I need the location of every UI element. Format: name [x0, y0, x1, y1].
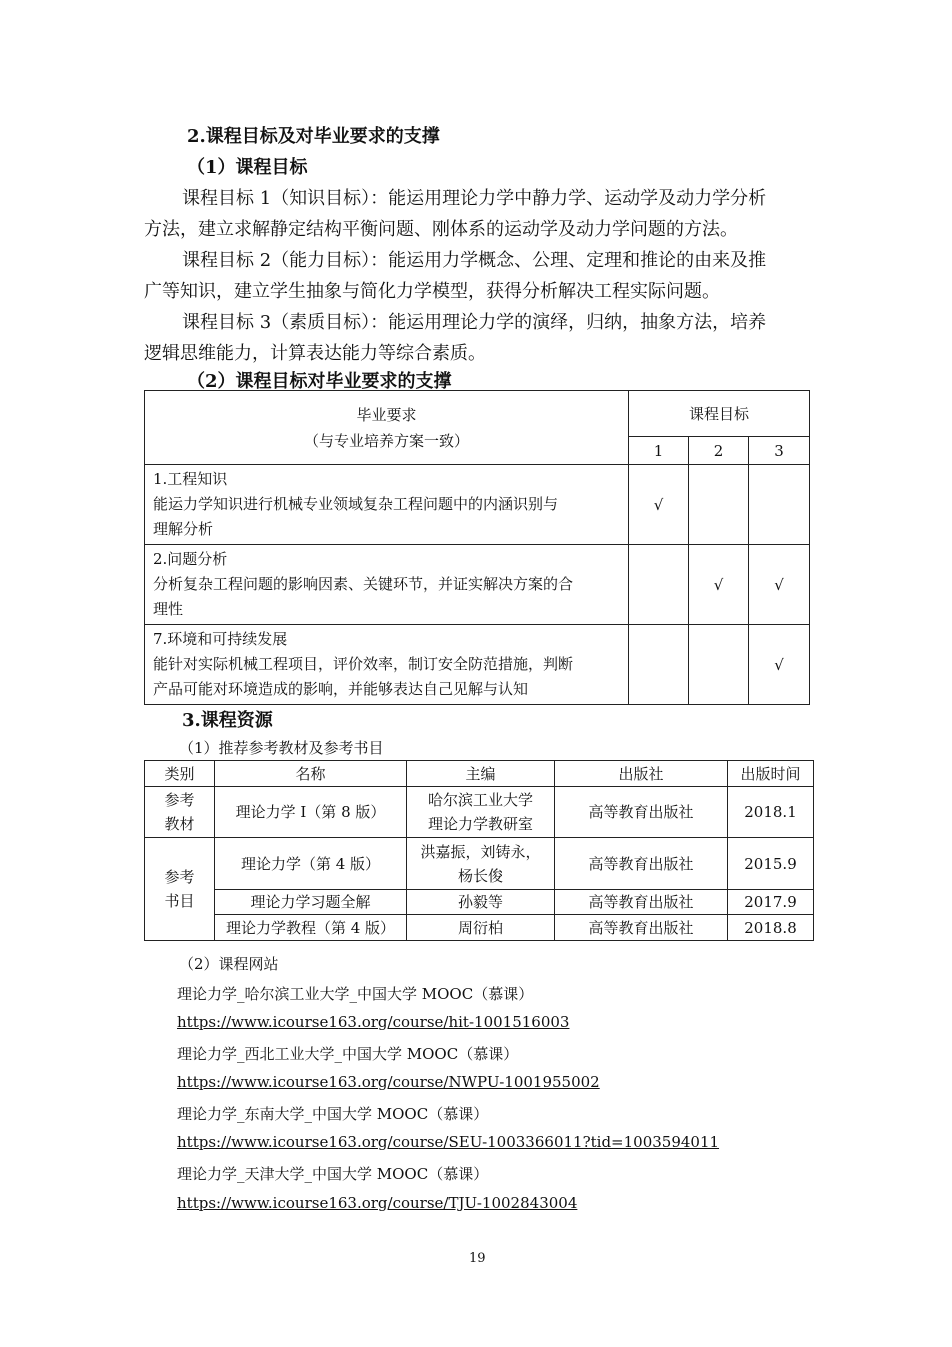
category-cell — [145, 838, 215, 941]
table-row — [145, 545, 810, 625]
header-name: 名称 — [215, 761, 407, 787]
category-line1: 参考 — [164, 868, 195, 886]
goal2-line2: 广等知识，建立学生抽象与简化力学模型，获得分析解决工程实际问题。 — [144, 281, 720, 302]
website-label: 理论力学_西北工业大学_中国大学 MOOC（慕课） — [177, 1045, 519, 1063]
table-row — [145, 915, 814, 941]
header-editor: 主编 — [407, 761, 555, 787]
header-category: 类别 — [145, 761, 215, 787]
book-name: 理论力学习题全解 — [215, 890, 407, 915]
support-table — [144, 390, 810, 705]
section3-heading: 3.课程资源 — [182, 710, 273, 731]
goal3-line1: 课程目标 3（素质目标）：能运用理论力学的演绎，归纳，抽象方法，培养 — [182, 312, 767, 333]
requirement-cell — [145, 545, 629, 625]
book-date: 2018.1 — [728, 787, 814, 838]
book-publisher: 高等教育出版社 — [555, 787, 728, 838]
website-link[interactable]: https://www.icourse163.org/course/SEU-1003366011?tid=1003594011 — [177, 1133, 720, 1151]
requirement-header — [145, 391, 629, 465]
category-line2: 教材 — [164, 815, 195, 833]
editor-line2: 杨长俊 — [457, 866, 503, 885]
check-mark: √ — [749, 625, 810, 705]
goal-col-1: 1 — [629, 437, 689, 465]
check-mark — [689, 465, 749, 545]
requirement-desc-line2: 理解分析 — [153, 520, 214, 538]
support-subheading: （2）课程目标对毕业要求的支撑 — [187, 371, 452, 392]
requirement-header-note: （与专业培养方案一致） — [303, 431, 469, 450]
books-table — [144, 760, 814, 941]
goal-col-2: 2 — [689, 437, 749, 465]
editor-line2: 理论力学教研室 — [427, 815, 533, 833]
editor-line1: 哈尔滨工业大学 — [427, 791, 533, 809]
website-label: 理论力学_东南大学_中国大学 MOOC（慕课） — [177, 1105, 489, 1123]
requirement-title: 7.环境和可持续发展 — [153, 630, 288, 648]
goal2-line1: 课程目标 2（能力目标）：能运用力学概念、公理、定理和推论的由来及推 — [182, 250, 767, 271]
page-number: 19 — [469, 1251, 486, 1266]
table-row — [145, 890, 814, 915]
website-label: 理论力学_哈尔滨工业大学_中国大学 MOOC（慕课） — [177, 985, 534, 1003]
requirement-desc-line1: 分析复杂工程问题的影响因素、关键环节，并证实解决方案的合 — [153, 575, 574, 593]
book-publisher: 高等教育出版社 — [555, 890, 728, 915]
book-date: 2018.8 — [728, 915, 814, 941]
requirement-cell — [145, 625, 629, 705]
books-subheading: （1）推荐参考教材及参考书目 — [179, 739, 384, 757]
requirement-desc-line1: 能运力学知识进行机械专业领域复杂工程问题中的内涵识别与 — [153, 495, 559, 513]
check-mark: √ — [689, 545, 749, 625]
book-date: 2017.9 — [728, 890, 814, 915]
requirement-title: 1.工程知识 — [153, 470, 228, 488]
requirement-header-title: 毕业要求 — [356, 405, 417, 424]
book-name: 理论力学 I（第 8 版） — [215, 787, 407, 838]
websites-subheading: （2）课程网站 — [179, 955, 279, 973]
editor-line1: 洪嘉振，刘铸永， — [420, 842, 541, 861]
requirement-cell — [145, 465, 629, 545]
course-goals-subheading: （1）课程目标 — [187, 157, 308, 178]
goal1-line2: 方法，建立求解静定结构平衡问题、刚体系的运动学及动力学问题的方法。 — [144, 219, 738, 240]
table-row — [145, 838, 814, 890]
goal3-line2: 逻辑思维能力，计算表达能力等综合素质。 — [144, 343, 486, 364]
book-name: 理论力学教程（第 4 版） — [215, 915, 407, 941]
check-mark: √ — [629, 465, 689, 545]
goal1-line1: 课程目标 1（知识目标）：能运用理论力学中静力学、运动学及动力学分析 — [182, 188, 767, 209]
requirement-desc-line1: 能针对实际机械工程项目，评价效率，制订安全防范措施，判断 — [153, 655, 574, 673]
website-link[interactable]: https://www.icourse163.org/course/NWPU-1001955002 — [177, 1073, 600, 1091]
requirement-desc-line2: 理性 — [153, 600, 184, 618]
website-link[interactable]: https://www.icourse163.org/course/hit-1001516003 — [177, 1013, 570, 1031]
website-link[interactable]: https://www.icourse163.org/course/TJU-1002843004 — [177, 1194, 578, 1212]
book-editor: 孙毅等 — [407, 890, 555, 915]
header-publisher: 出版社 — [555, 761, 728, 787]
book-editor — [407, 838, 555, 890]
book-date: 2015.9 — [728, 838, 814, 890]
category-line2: 书目 — [164, 892, 195, 910]
book-publisher: 高等教育出版社 — [555, 838, 728, 890]
book-name: 理论力学（第 4 版） — [215, 838, 407, 890]
goal-col-3: 3 — [749, 437, 810, 465]
check-mark: √ — [749, 545, 810, 625]
table-row — [145, 465, 810, 545]
check-mark — [689, 625, 749, 705]
check-mark — [629, 625, 689, 705]
table-row — [145, 625, 810, 705]
book-publisher: 高等教育出版社 — [555, 915, 728, 941]
goals-header: 课程目标 — [629, 391, 810, 437]
check-mark — [629, 545, 689, 625]
category-cell — [145, 787, 215, 838]
header-date: 出版时间 — [728, 761, 814, 787]
book-editor — [407, 787, 555, 838]
table-row — [145, 787, 814, 838]
category-line1: 参考 — [164, 791, 195, 809]
section2-heading: 2.课程目标及对毕业要求的支撑 — [187, 126, 440, 147]
book-editor: 周衍柏 — [407, 915, 555, 941]
check-mark — [749, 465, 810, 545]
requirement-title: 2.问题分析 — [153, 550, 228, 568]
requirement-desc-line2: 产品可能对环境造成的影响，并能够表达自己见解与认知 — [153, 680, 529, 698]
website-label: 理论力学_天津大学_中国大学 MOOC（慕课） — [177, 1165, 489, 1183]
